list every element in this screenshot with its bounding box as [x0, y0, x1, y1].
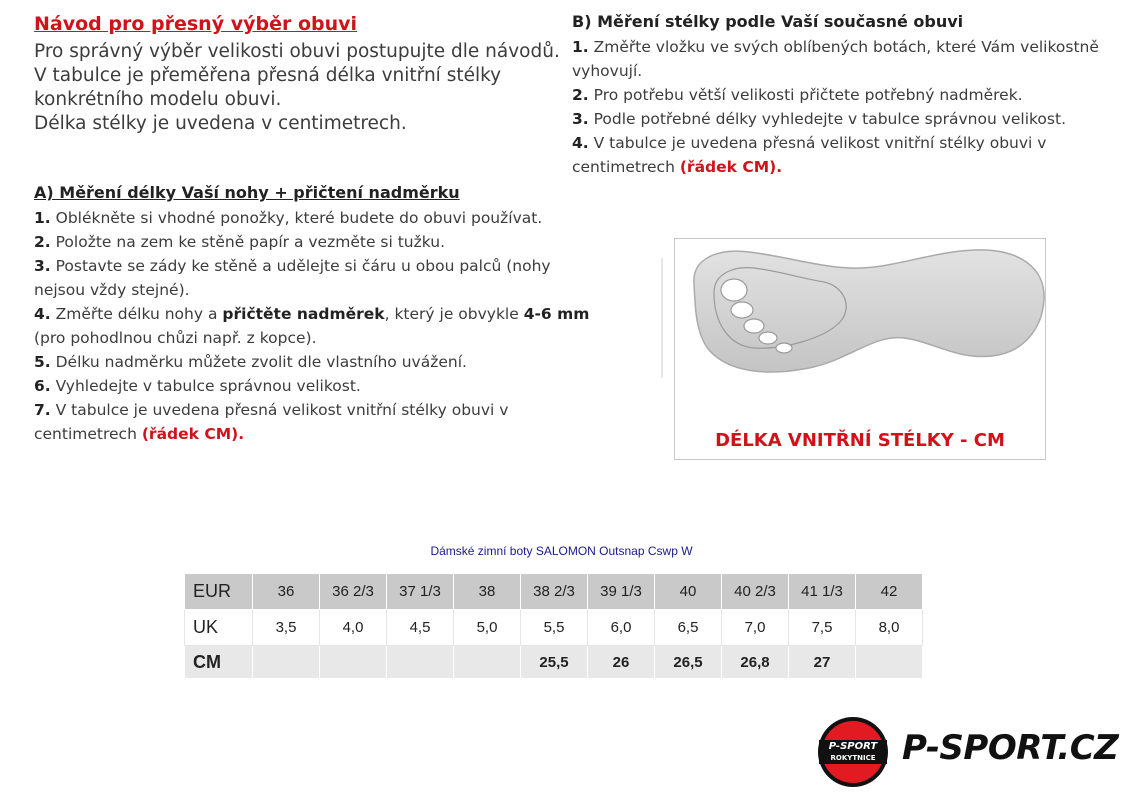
table-cell: 25,5: [521, 646, 588, 679]
step-item: 4. V tabulce je uvedena přesná velikost vnitřní stélky obuvi v centimetrech (řádek CM).: [572, 134, 1047, 176]
logo-badge-text: P-SPORT: [828, 741, 878, 752]
table-cell: 26: [588, 646, 655, 679]
table-cell: 5,5: [521, 610, 588, 646]
table-cell: 26,5: [655, 646, 722, 679]
row-label-uk: UK: [185, 610, 253, 646]
table-cell: 4,0: [320, 610, 387, 646]
table-row: [185, 574, 923, 610]
step-item: 4. Změřte délku nohy a přičtěte nadměrek, který je obvykle 4-6 mm (pro pohodlnou chůzi např. z kopce).: [34, 305, 590, 347]
table-cell: [320, 646, 387, 679]
size-table-title: Dámské zimní boty SALOMON Outsnap Cswp W: [430, 544, 693, 558]
size-table: [184, 573, 923, 679]
table-cell: 41 1/3: [789, 574, 856, 610]
table-cell: 7,0: [722, 610, 789, 646]
table-cell: 37 1/3: [387, 574, 454, 610]
intro-line: konkrétního modelu obuvi.: [34, 89, 282, 110]
step-item: 2. Pro potřebu větší velikosti přičtete potřebný nadměrek.: [572, 86, 1023, 104]
insole-caption: DÉLKA VNITŘNÍ STÉLKY - CM: [715, 430, 1005, 451]
table-cell: 4,5: [387, 610, 454, 646]
table-cell: 36: [253, 574, 320, 610]
section-b-title: B) Měření stélky podle Vaší současné obuvi: [572, 12, 964, 31]
section-b-steps: [572, 35, 1117, 179]
page-title: Návod pro přesný výběr obuvi: [34, 13, 358, 35]
table-cell: 38: [454, 574, 521, 610]
table-cell: 39 1/3: [588, 574, 655, 610]
table-row: [185, 646, 923, 679]
intro-line: Pro správný výběr velikosti obuvi postupujte dle návodů.: [34, 41, 560, 62]
intro-text: [34, 40, 574, 136]
table-cell: 26,8: [722, 646, 789, 679]
table-cell: 38 2/3: [521, 574, 588, 610]
table-cell: [454, 646, 521, 679]
insole-icon: [674, 238, 1046, 388]
table-cell: 3,5: [253, 610, 320, 646]
step-item: 5. Délku nadměrku můžete zvolit dle vlastního uvážení.: [34, 353, 467, 371]
step-item: 1. Oblékněte si vhodné ponožky, které budete do obuvi používat.: [34, 209, 543, 227]
row-label-eur: EUR: [185, 574, 253, 610]
table-cell: 27: [789, 646, 856, 679]
section-a-steps: [34, 206, 604, 446]
table-cell: 40 2/3: [722, 574, 789, 610]
intro-line: Délka stélky je uvedena v centimetrech.: [34, 113, 407, 134]
table-cell: [253, 646, 320, 679]
table-cell: 6,0: [588, 610, 655, 646]
table-cell: 42: [856, 574, 923, 610]
table-cell: 36 2/3: [320, 574, 387, 610]
table-row: [185, 610, 923, 646]
step-item: 3. Podle potřebné délky vyhledejte v tabulce správnou velikost.: [572, 110, 1066, 128]
table-cell: 5,0: [454, 610, 521, 646]
step-item: 7. V tabulce je uvedena přesná velikost vnitřní stélky obuvi v centimetrech (řádek CM).: [34, 401, 509, 443]
step-item: 3. Postavte se zády ke stěně a udělejte si čáru u obou palců (nohy nejsou vždy stejné).: [34, 257, 551, 299]
table-cell: 7,5: [789, 610, 856, 646]
logo-badge-subtext: ROKYTNICE: [830, 754, 876, 762]
divider-line: [661, 258, 663, 378]
brand-logo: P-SPORT.CZ: [902, 728, 1119, 768]
step-item: 2. Položte na zem ke stěně papír a vezměte si tužku.: [34, 233, 446, 251]
step-item: 1. Změřte vložku ve svých oblíbených botách, které Vám velikostně vyhovují.: [572, 38, 1099, 80]
table-cell: [856, 646, 923, 679]
row-label-cm: CM: [185, 646, 253, 679]
table-cell: 40: [655, 574, 722, 610]
section-a-title: A) Měření délky Vaší nohy + přičtení nadměrku: [34, 183, 460, 202]
intro-line: V tabulce je přeměřena přesná délka vnitřní stélky: [34, 65, 502, 86]
table-cell: 6,5: [655, 610, 722, 646]
table-cell: 8,0: [856, 610, 923, 646]
table-cell: [387, 646, 454, 679]
step-item: 6. Vyhledejte v tabulce správnou velikost.: [34, 377, 361, 395]
